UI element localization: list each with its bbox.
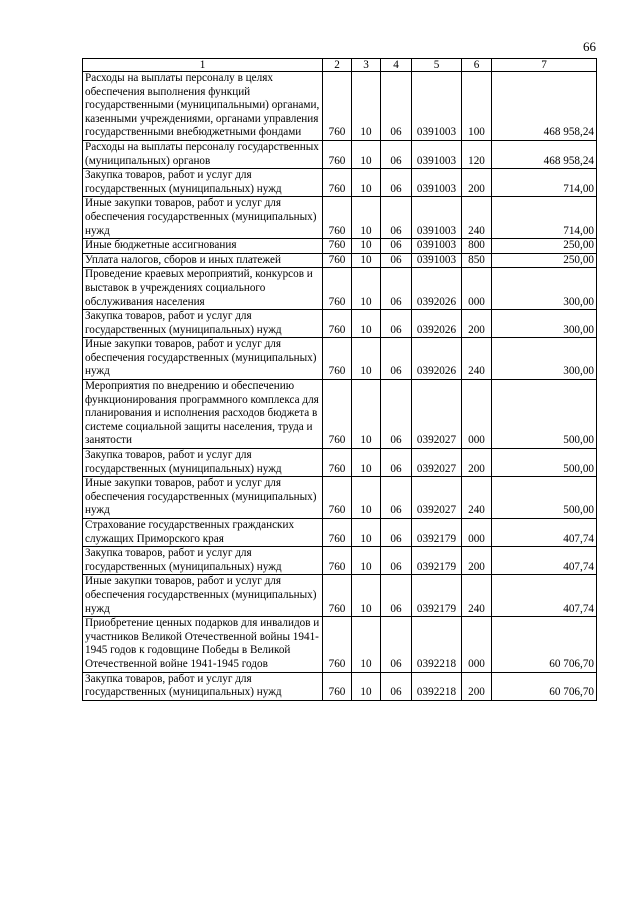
- row-code-3: 10: [352, 169, 381, 197]
- row-amount: 500,00: [492, 477, 597, 519]
- row-code-4: 06: [381, 268, 412, 310]
- row-description: Проведение краевых мероприятий, конкурсов и выставок в учреждениях социального обслуживания населения: [83, 268, 323, 310]
- table-row: [83, 72, 597, 141]
- table-row: [83, 253, 597, 268]
- row-description: Приобретение ценных подарков для инвалидов и участников Великой Отечественной войны 1941-1945 годов к годовщине Победы в Великой Отечественной войне 1941-1945 годов: [83, 617, 323, 672]
- row-code-3: 10: [352, 547, 381, 575]
- row-code-5: 0392179: [412, 547, 462, 575]
- row-amount: 300,00: [492, 310, 597, 338]
- row-description: Иные закупки товаров, работ и услуг для обеспечения государственных (муниципальных) нужд: [83, 477, 323, 519]
- row-amount: 407,74: [492, 575, 597, 617]
- row-code-5: 0391003: [412, 253, 462, 268]
- row-amount: 300,00: [492, 268, 597, 310]
- row-code-4: 06: [381, 672, 412, 700]
- row-code-2: 760: [323, 72, 352, 141]
- row-code-5: 0392027: [412, 477, 462, 519]
- row-code-4: 06: [381, 380, 412, 449]
- column-header: 7: [492, 59, 597, 72]
- row-code-6: 120: [462, 140, 492, 168]
- row-code-6: 850: [462, 253, 492, 268]
- row-code-6: 800: [462, 239, 492, 254]
- row-description: Уплата налогов, сборов и иных платежей: [83, 253, 323, 268]
- row-description: Мероприятия по внедрению и обеспечению функционирования программного комплекса для планирования и исполнения расходов бюджета в системе социальной защиты населения, труда и занятости: [83, 380, 323, 449]
- row-code-5: 0391003: [412, 239, 462, 254]
- row-code-3: 10: [352, 72, 381, 141]
- row-code-4: 06: [381, 338, 412, 380]
- row-code-4: 06: [381, 239, 412, 254]
- table-row: [83, 617, 597, 672]
- row-amount: 500,00: [492, 449, 597, 477]
- row-code-5: 0392179: [412, 575, 462, 617]
- row-code-3: 10: [352, 197, 381, 239]
- table-row: [83, 672, 597, 700]
- row-code-3: 10: [352, 268, 381, 310]
- row-amount: 714,00: [492, 197, 597, 239]
- row-amount: 250,00: [492, 253, 597, 268]
- row-code-5: 0391003: [412, 169, 462, 197]
- table-row: [83, 338, 597, 380]
- row-code-3: 10: [352, 140, 381, 168]
- table-row: [83, 197, 597, 239]
- row-code-5: 0391003: [412, 140, 462, 168]
- row-code-5: 0392179: [412, 519, 462, 547]
- table-row: [83, 519, 597, 547]
- column-header: 2: [323, 59, 352, 72]
- row-description: Иные закупки товаров, работ и услуг для обеспечения государственных (муниципальных) нужд: [83, 338, 323, 380]
- row-description: Закупка товаров, работ и услуг для государственных (муниципальных) нужд: [83, 672, 323, 700]
- row-code-3: 10: [352, 239, 381, 254]
- row-description: Закупка товаров, работ и услуг для государственных (муниципальных) нужд: [83, 169, 323, 197]
- row-code-2: 760: [323, 519, 352, 547]
- row-amount: 60 706,70: [492, 672, 597, 700]
- row-description: Расходы на выплаты персоналу государственных (муниципальных) органов: [83, 140, 323, 168]
- table-row: [83, 310, 597, 338]
- row-amount: 60 706,70: [492, 617, 597, 672]
- row-code-4: 06: [381, 72, 412, 141]
- row-code-2: 760: [323, 310, 352, 338]
- table-row: [83, 575, 597, 617]
- row-code-5: 0392218: [412, 617, 462, 672]
- row-code-3: 10: [352, 477, 381, 519]
- row-code-3: 10: [352, 519, 381, 547]
- table-row: [83, 140, 597, 168]
- row-code-5: 0392218: [412, 672, 462, 700]
- table-body: [83, 72, 597, 701]
- row-code-6: 200: [462, 672, 492, 700]
- table-row: [83, 477, 597, 519]
- row-code-2: 760: [323, 575, 352, 617]
- row-code-5: 0392026: [412, 310, 462, 338]
- row-description: Иные бюджетные ассигнования: [83, 239, 323, 254]
- row-code-4: 06: [381, 253, 412, 268]
- row-code-4: 06: [381, 140, 412, 168]
- row-description: Закупка товаров, работ и услуг для государственных (муниципальных) нужд: [83, 449, 323, 477]
- row-code-4: 06: [381, 547, 412, 575]
- row-code-6: 000: [462, 519, 492, 547]
- row-code-3: 10: [352, 449, 381, 477]
- row-code-3: 10: [352, 617, 381, 672]
- row-code-6: 240: [462, 477, 492, 519]
- row-code-6: 200: [462, 547, 492, 575]
- row-code-3: 10: [352, 253, 381, 268]
- row-code-4: 06: [381, 477, 412, 519]
- row-description: Расходы на выплаты персоналу в целях обеспечения выполнения функций государственными (муниципальными) органами, казенными учреждениями, органами управления государственными внебюджетными фондами: [83, 72, 323, 141]
- row-amount: 300,00: [492, 338, 597, 380]
- column-header: 6: [462, 59, 492, 72]
- row-description: Страхование государственных гражданских служащих Приморского края: [83, 519, 323, 547]
- row-code-3: 10: [352, 575, 381, 617]
- row-code-5: 0392027: [412, 380, 462, 449]
- table-row: [83, 547, 597, 575]
- row-amount: 714,00: [492, 169, 597, 197]
- header-row: [83, 59, 597, 72]
- row-code-4: 06: [381, 197, 412, 239]
- row-code-3: 10: [352, 380, 381, 449]
- table-row: [83, 239, 597, 254]
- row-code-3: 10: [352, 338, 381, 380]
- row-code-5: 0392026: [412, 268, 462, 310]
- row-code-6: 000: [462, 268, 492, 310]
- row-code-2: 760: [323, 380, 352, 449]
- table-row: [83, 449, 597, 477]
- table-row: [83, 380, 597, 449]
- row-amount: 250,00: [492, 239, 597, 254]
- row-code-6: 200: [462, 310, 492, 338]
- column-header: 1: [83, 59, 323, 72]
- row-amount: 407,74: [492, 519, 597, 547]
- row-code-2: 760: [323, 268, 352, 310]
- row-description: Закупка товаров, работ и услуг для государственных (муниципальных) нужд: [83, 310, 323, 338]
- row-code-2: 760: [323, 239, 352, 254]
- row-code-4: 06: [381, 310, 412, 338]
- row-code-3: 10: [352, 310, 381, 338]
- row-code-4: 06: [381, 169, 412, 197]
- row-code-6: 240: [462, 197, 492, 239]
- row-code-2: 760: [323, 253, 352, 268]
- row-code-2: 760: [323, 547, 352, 575]
- row-amount: 468 958,24: [492, 72, 597, 141]
- row-description: Иные закупки товаров, работ и услуг для обеспечения государственных (муниципальных) нужд: [83, 575, 323, 617]
- row-code-5: 0391003: [412, 72, 462, 141]
- row-code-4: 06: [381, 617, 412, 672]
- row-code-2: 760: [323, 169, 352, 197]
- row-code-4: 06: [381, 575, 412, 617]
- row-amount: 407,74: [492, 547, 597, 575]
- row-code-4: 06: [381, 519, 412, 547]
- row-code-2: 760: [323, 477, 352, 519]
- row-code-5: 0392026: [412, 338, 462, 380]
- table-row: [83, 268, 597, 310]
- budget-table: [82, 58, 597, 701]
- row-code-6: 240: [462, 575, 492, 617]
- row-code-3: 10: [352, 672, 381, 700]
- table-row: [83, 169, 597, 197]
- row-code-5: 0392027: [412, 449, 462, 477]
- column-header: 3: [352, 59, 381, 72]
- row-code-6: 240: [462, 338, 492, 380]
- row-code-6: 100: [462, 72, 492, 141]
- row-code-2: 760: [323, 338, 352, 380]
- row-code-2: 760: [323, 617, 352, 672]
- row-code-2: 760: [323, 449, 352, 477]
- row-code-2: 760: [323, 197, 352, 239]
- row-description: Закупка товаров, работ и услуг для государственных (муниципальных) нужд: [83, 547, 323, 575]
- row-description: Иные закупки товаров, работ и услуг для обеспечения государственных (муниципальных) нужд: [83, 197, 323, 239]
- row-code-6: 000: [462, 380, 492, 449]
- row-amount: 468 958,24: [492, 140, 597, 168]
- row-code-4: 06: [381, 449, 412, 477]
- row-amount: 500,00: [492, 380, 597, 449]
- row-code-2: 760: [323, 672, 352, 700]
- column-header: 4: [381, 59, 412, 72]
- row-code-5: 0391003: [412, 197, 462, 239]
- page-number: 66: [583, 39, 596, 54]
- row-code-6: 200: [462, 169, 492, 197]
- row-code-2: 760: [323, 140, 352, 168]
- row-code-6: 200: [462, 449, 492, 477]
- row-code-6: 000: [462, 617, 492, 672]
- column-header: 5: [412, 59, 462, 72]
